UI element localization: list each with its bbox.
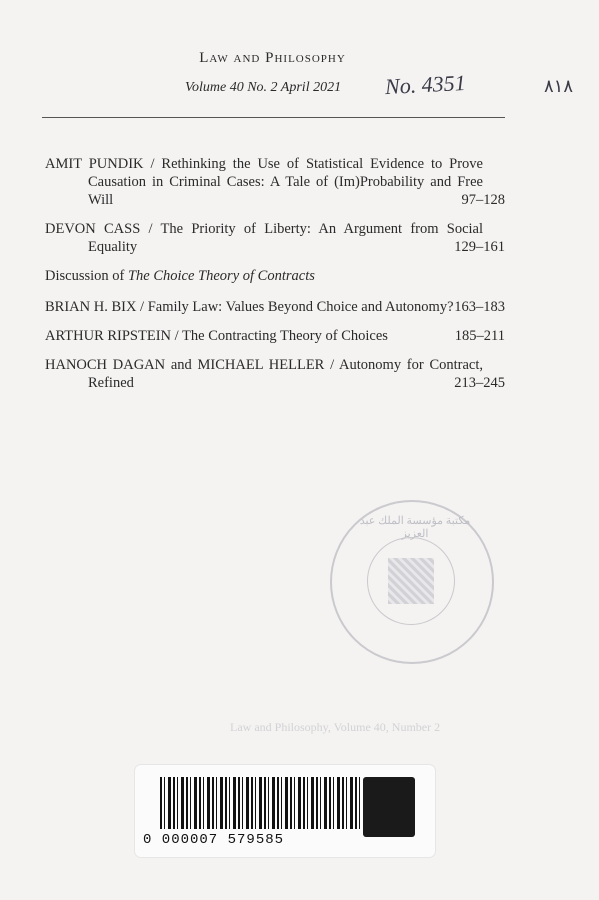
stamp-text: مكتبة مؤسسة الملك عبد العزيز: [359, 515, 471, 540]
entry-pages: 213–245: [454, 375, 505, 391]
entry-text: BRIAN H. BIX / Family Law: Values Beyond Choice and Autonomy?: [45, 299, 454, 315]
entry-pages: 129–161: [454, 239, 505, 255]
entry-text: HANOCH DAGAN and MICHAEL HELLER / Autonomy for Contract, Refined: [45, 357, 483, 391]
header-rule: [42, 117, 505, 118]
journal-title: Law and Philosophy: [199, 50, 346, 66]
entry-pages: 185–211: [454, 328, 505, 344]
issue-line: Volume 40 No. 2 April 2021: [185, 80, 342, 95]
section-title: The Choice Theory of Contracts: [127, 268, 315, 284]
section-heading: [45, 267, 505, 285]
toc-entry: [45, 327, 505, 345]
stamp-emblem-icon: [388, 558, 434, 604]
entry-pages: 163–183: [454, 299, 505, 315]
bleed-through-text: Law and Philosophy, Volume 40, Number 2: [230, 720, 441, 734]
entry-text: AMIT PUNDIK / Rethinking the Use of Statistical Evidence to Prove Causation in Criminal Cases: A Tale of (Im)Probability and Free Will: [45, 156, 483, 208]
barcode-label: [135, 765, 435, 857]
toc-entry: [45, 220, 505, 256]
handwritten-number: No. 4351: [384, 69, 467, 100]
table-of-contents: [45, 155, 505, 403]
toc-entry: [45, 155, 505, 209]
library-stamp: [330, 500, 494, 664]
entry-pages: 97–128: [461, 192, 505, 208]
section-prefix: Discussion of: [45, 268, 128, 284]
toc-entry: [45, 298, 505, 316]
toc-entry: [45, 356, 505, 392]
entry-text: DEVON CASS / The Priority of Liberty: An Argument from Social Equality: [45, 221, 483, 255]
stamp-inner-ring: [367, 537, 455, 625]
library-logo-icon: [363, 777, 415, 837]
entry-text: ARTHUR RIPSTEIN / The Contracting Theory of Choices: [45, 328, 388, 344]
barcode-digits: 0 000007 579585: [143, 832, 285, 848]
barcode-bars: [160, 777, 360, 829]
handwritten-mark: ٨١٨: [544, 76, 574, 96]
